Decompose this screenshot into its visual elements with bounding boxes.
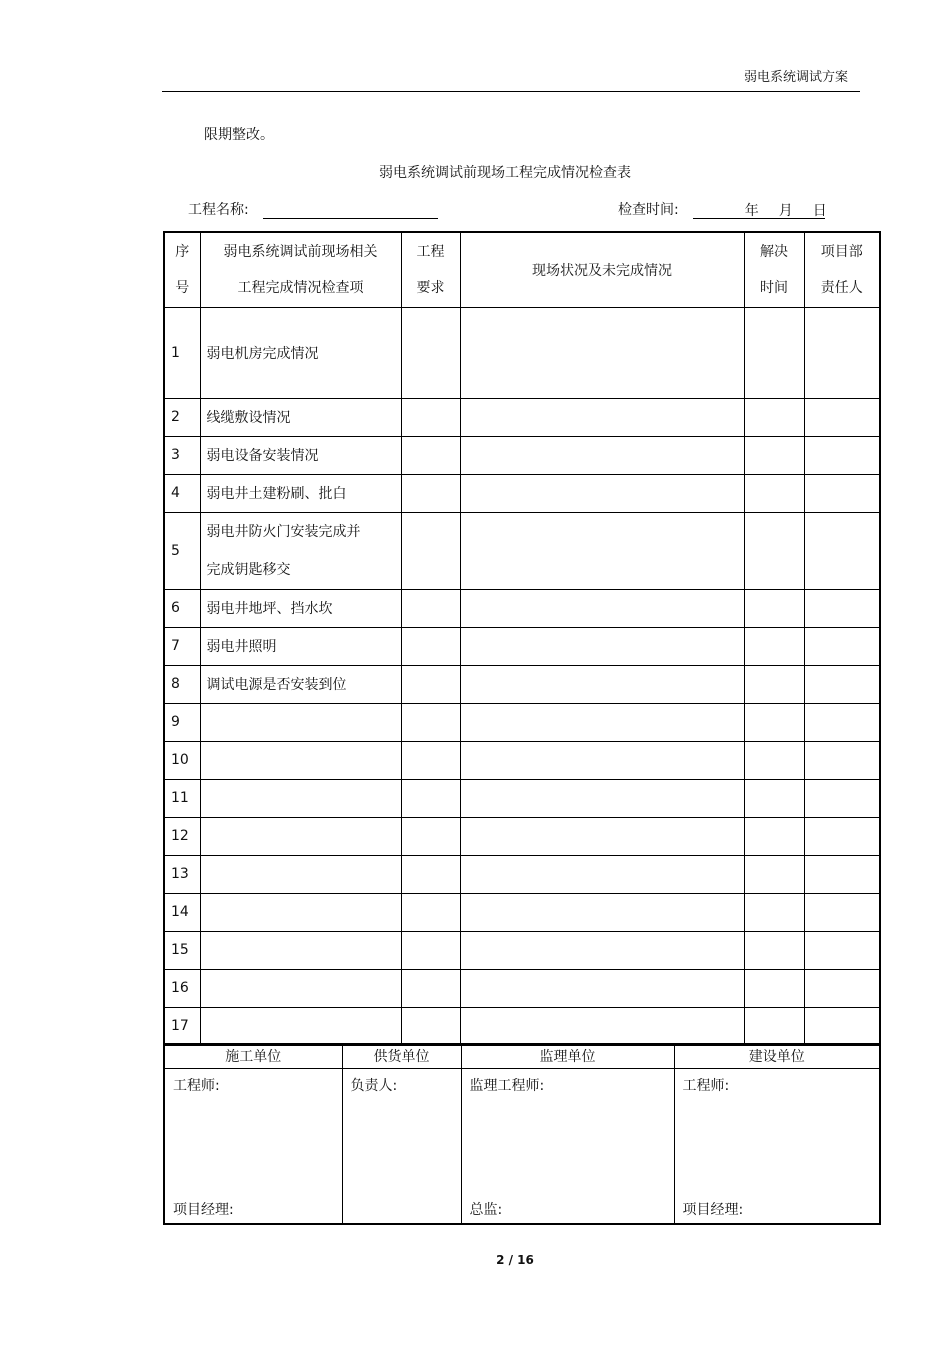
row-check-item — [200, 703, 401, 741]
check-date-line — [693, 202, 825, 219]
row-resolve-time-cell[interactable] — [744, 589, 804, 627]
project-name-field — [188, 199, 438, 219]
header-item-2: 工程完成情况检查项 — [237, 279, 364, 296]
row-status-cell[interactable] — [460, 703, 744, 741]
project-name-line — [263, 202, 438, 219]
row-status-cell[interactable] — [460, 627, 744, 665]
row-requirement-cell[interactable] — [401, 665, 460, 703]
row-check-item-line: 完成钥匙移交 — [206, 561, 291, 578]
row-owner-cell[interactable] — [804, 703, 880, 741]
row-check-item — [200, 512, 401, 589]
signoff-supervision-title: 监理单位 — [461, 1044, 674, 1069]
table-row — [164, 665, 880, 703]
row-resolve-time-cell[interactable] — [744, 855, 804, 893]
row-owner-cell[interactable] — [804, 817, 880, 855]
row-resolve-time-cell[interactable] — [744, 779, 804, 817]
row-resolve-time-cell[interactable] — [744, 627, 804, 665]
table-row — [164, 398, 880, 436]
row-number: 5 — [164, 512, 200, 589]
row-resolve-time-cell[interactable] — [744, 307, 804, 398]
header-req — [401, 232, 460, 307]
row-number: 8 — [164, 665, 200, 703]
day-label: 日 — [812, 203, 827, 219]
row-requirement-cell[interactable] — [401, 703, 460, 741]
row-status-cell[interactable] — [460, 512, 744, 589]
header-time-2: 时间 — [760, 279, 788, 296]
table-row — [164, 474, 880, 512]
row-number: 15 — [164, 931, 200, 969]
row-owner-cell[interactable] — [804, 307, 880, 398]
row-resolve-time-cell[interactable] — [744, 512, 804, 589]
signoff-supplier-responsible: 负责人: — [350, 1078, 398, 1094]
intro-text: 限期整改。 — [204, 127, 274, 143]
row-owner-cell[interactable] — [804, 893, 880, 931]
table-row — [164, 436, 880, 474]
row-number: 13 — [164, 855, 200, 893]
row-check-item: 弱电机房完成情况 — [200, 307, 401, 398]
header-time — [744, 232, 804, 307]
check-time-label: 检查时间: — [618, 202, 679, 218]
signoff-supplier-cell — [342, 1069, 461, 1225]
row-check-item — [200, 855, 401, 893]
row-status-cell[interactable] — [460, 969, 744, 1007]
header-seq-1: 序 — [175, 243, 190, 260]
header-item-1: 弱电系统调试前现场相关 — [223, 243, 378, 260]
row-number: 1 — [164, 307, 200, 398]
row-owner-cell[interactable] — [804, 741, 880, 779]
row-check-item-line: 弱电井防火门安装完成并 — [206, 523, 361, 540]
signoff-owner-title: 建设单位 — [674, 1044, 880, 1069]
row-requirement-cell[interactable] — [401, 1007, 460, 1045]
row-requirement-cell[interactable] — [401, 893, 460, 931]
row-status-cell[interactable] — [460, 589, 744, 627]
signoff-owner-cell — [674, 1069, 880, 1225]
table-header-row — [164, 232, 880, 307]
table-row — [164, 512, 880, 589]
row-check-item — [200, 779, 401, 817]
row-requirement-cell[interactable] — [401, 589, 460, 627]
signoff-construction-title: 施工单位 — [164, 1044, 342, 1069]
row-number: 11 — [164, 779, 200, 817]
row-check-item — [200, 893, 401, 931]
signoff-body-row — [164, 1069, 880, 1225]
row-requirement-cell[interactable] — [401, 817, 460, 855]
signoff-table — [163, 1043, 881, 1225]
table-row — [164, 855, 880, 893]
row-owner-cell[interactable] — [804, 436, 880, 474]
running-header: 弱电系统调试方案 — [743, 70, 848, 85]
row-requirement-cell[interactable] — [401, 512, 460, 589]
project-name-label: 工程名称: — [188, 202, 249, 218]
row-status-cell[interactable] — [460, 893, 744, 931]
row-resolve-time-cell[interactable] — [744, 817, 804, 855]
row-requirement-cell[interactable] — [401, 931, 460, 969]
row-owner-cell[interactable] — [804, 398, 880, 436]
check-time-field — [618, 199, 825, 219]
row-resolve-time-cell[interactable] — [744, 893, 804, 931]
row-check-item — [200, 969, 401, 1007]
page-number: 2 / 16 — [496, 1253, 534, 1267]
row-status-cell[interactable] — [460, 398, 744, 436]
header-seq-2: 号 — [175, 279, 190, 296]
row-status-cell[interactable] — [460, 741, 744, 779]
table-row — [164, 931, 880, 969]
table-row — [164, 627, 880, 665]
signoff-header-row — [164, 1044, 880, 1069]
row-check-item — [200, 1007, 401, 1045]
row-requirement-cell[interactable] — [401, 969, 460, 1007]
row-resolve-time-cell[interactable] — [744, 665, 804, 703]
month-label: 月 — [778, 203, 793, 219]
signoff-owner-manager: 项目经理: — [682, 1202, 744, 1218]
signoff-supervision-cell — [461, 1069, 674, 1225]
row-owner-cell[interactable] — [804, 589, 880, 627]
header-status: 现场状况及未完成情况 — [460, 232, 744, 307]
row-owner-cell[interactable] — [804, 855, 880, 893]
table-row — [164, 969, 880, 1007]
signoff-supervision-director: 总监: — [469, 1202, 503, 1218]
header-rule — [162, 91, 860, 92]
row-owner-cell[interactable] — [804, 627, 880, 665]
header-owner-2: 责任人 — [820, 279, 863, 296]
row-number: 4 — [164, 474, 200, 512]
row-number: 17 — [164, 1007, 200, 1045]
row-resolve-time-cell[interactable] — [744, 1007, 804, 1045]
row-requirement-cell[interactable] — [401, 779, 460, 817]
table-row — [164, 779, 880, 817]
row-status-cell[interactable] — [460, 436, 744, 474]
signoff-supplier-title: 供货单位 — [342, 1044, 461, 1069]
table-row — [164, 741, 880, 779]
row-requirement-cell[interactable] — [401, 398, 460, 436]
row-owner-cell[interactable] — [804, 512, 880, 589]
row-number: 3 — [164, 436, 200, 474]
row-requirement-cell[interactable] — [401, 855, 460, 893]
row-status-cell[interactable] — [460, 779, 744, 817]
table-body — [164, 307, 880, 1045]
row-check-item: 调试电源是否安装到位 — [200, 665, 401, 703]
row-requirement-cell[interactable] — [401, 436, 460, 474]
row-owner-cell[interactable] — [804, 779, 880, 817]
signoff-supervision-engineer: 监理工程师: — [469, 1078, 545, 1094]
row-check-item: 弱电井照明 — [200, 627, 401, 665]
row-requirement-cell[interactable] — [401, 741, 460, 779]
row-status-cell[interactable] — [460, 855, 744, 893]
row-owner-cell[interactable] — [804, 1007, 880, 1045]
row-resolve-time-cell[interactable] — [744, 741, 804, 779]
header-req-2: 要求 — [416, 279, 445, 296]
row-requirement-cell[interactable] — [401, 474, 460, 512]
row-requirement-cell[interactable] — [401, 627, 460, 665]
row-status-cell[interactable] — [460, 665, 744, 703]
row-status-cell[interactable] — [460, 474, 744, 512]
table-row — [164, 703, 880, 741]
table-row — [164, 1007, 880, 1045]
row-check-item: 弱电设备安装情况 — [200, 436, 401, 474]
header-owner-1: 项目部 — [820, 243, 863, 260]
header-seq — [164, 232, 200, 307]
row-check-item — [200, 817, 401, 855]
row-resolve-time-cell[interactable] — [744, 436, 804, 474]
signoff-construction-cell — [164, 1069, 342, 1225]
header-req-1: 工程 — [416, 243, 445, 260]
row-check-item: 线缆敷设情况 — [200, 398, 401, 436]
inspection-table — [163, 231, 881, 1046]
row-number: 2 — [164, 398, 200, 436]
header-time-1: 解决 — [760, 243, 788, 260]
row-number: 14 — [164, 893, 200, 931]
row-resolve-time-cell[interactable] — [744, 398, 804, 436]
table-row — [164, 817, 880, 855]
form-title: 弱电系统调试前现场工程完成情况检查表 — [379, 165, 631, 181]
row-check-item — [200, 931, 401, 969]
row-status-cell[interactable] — [460, 1007, 744, 1045]
table-row — [164, 307, 880, 398]
year-label: 年 — [744, 203, 759, 219]
row-owner-cell[interactable] — [804, 474, 880, 512]
row-status-cell[interactable] — [460, 307, 744, 398]
signoff-construction-manager: 项目经理: — [173, 1202, 234, 1218]
row-check-item — [200, 741, 401, 779]
signoff-construction-engineer: 工程师: — [173, 1078, 220, 1094]
row-requirement-cell[interactable] — [401, 307, 460, 398]
table-row — [164, 893, 880, 931]
row-resolve-time-cell[interactable] — [744, 931, 804, 969]
row-number: 6 — [164, 589, 200, 627]
signoff-owner-engineer: 工程师: — [682, 1078, 730, 1094]
row-status-cell[interactable] — [460, 817, 744, 855]
row-owner-cell[interactable] — [804, 665, 880, 703]
row-check-item: 弱电井土建粉刷、批白 — [200, 474, 401, 512]
row-number: 9 — [164, 703, 200, 741]
row-number: 12 — [164, 817, 200, 855]
row-check-item: 弱电井地坪、挡水坎 — [200, 589, 401, 627]
row-resolve-time-cell[interactable] — [744, 474, 804, 512]
table-row — [164, 589, 880, 627]
row-number: 7 — [164, 627, 200, 665]
header-item — [200, 232, 401, 307]
row-resolve-time-cell[interactable] — [744, 969, 804, 1007]
row-owner-cell[interactable] — [804, 931, 880, 969]
row-number: 10 — [164, 741, 200, 779]
row-resolve-time-cell[interactable] — [744, 703, 804, 741]
row-status-cell[interactable] — [460, 931, 744, 969]
header-owner — [804, 232, 880, 307]
row-number: 16 — [164, 969, 200, 1007]
row-owner-cell[interactable] — [804, 969, 880, 1007]
